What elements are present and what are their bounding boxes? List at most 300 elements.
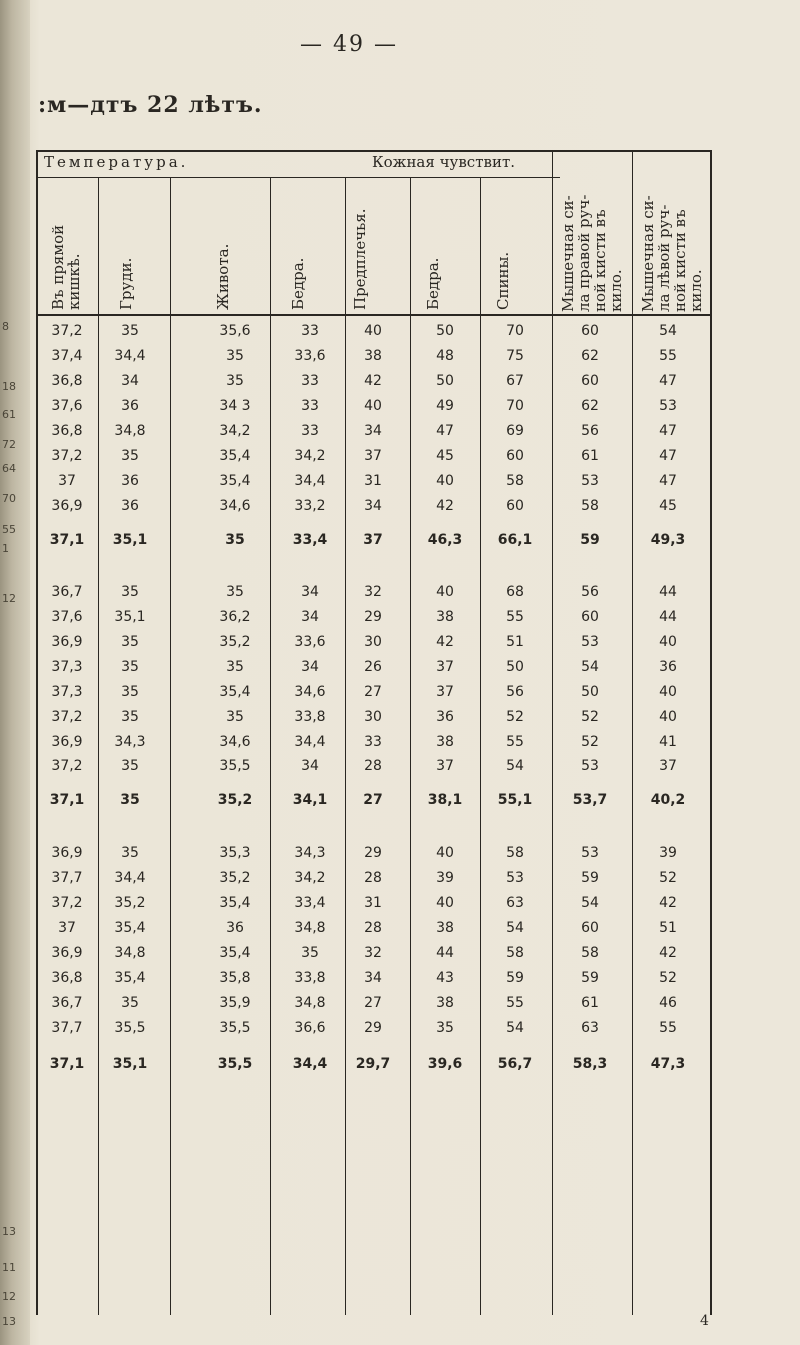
table-cell: 36 [659, 659, 677, 675]
table-cell: 34,2 [294, 448, 326, 464]
table-cell: 37 [363, 532, 383, 548]
table-cell: 54 [581, 895, 599, 911]
table-row [36, 970, 710, 992]
average-row [36, 532, 710, 554]
table-row [36, 348, 710, 370]
table-row [36, 323, 710, 345]
table-cell: 63 [506, 895, 524, 911]
table-row [36, 870, 710, 892]
table-cell: 35,2 [219, 870, 251, 886]
table-cell: 34,2 [219, 423, 251, 439]
table-cell: 59 [581, 970, 599, 986]
table-cell: 50 [506, 659, 524, 675]
table-cell: 34 [301, 609, 319, 625]
table-cell: 54 [506, 758, 524, 774]
table-row [36, 609, 710, 631]
page-number: — 49 — [300, 32, 398, 57]
table-cell: 29,7 [355, 1056, 391, 1072]
margin-number: 8 [2, 320, 9, 333]
column-header-2: Груди. [117, 257, 135, 310]
table-cell: 60 [581, 920, 599, 936]
table-cell: 47 [659, 373, 677, 389]
table-cell: 32 [364, 584, 382, 600]
table-row [36, 473, 710, 495]
column-header-8: Мышечная си- ла правой руч- ной кисти въ кило. [559, 194, 625, 312]
margin-number: 12 [2, 592, 16, 605]
table-cell: 34 [364, 498, 382, 514]
table-cell: 36 [121, 498, 139, 514]
table-cell: 37 [436, 684, 454, 700]
table-cell: 36,9 [51, 845, 83, 861]
table-cell: 38 [436, 995, 454, 1011]
table-cell: 35 [121, 684, 139, 700]
table-cell: 36,7 [51, 995, 83, 1011]
table-cell: 28 [364, 920, 382, 936]
table-cell: 35 [121, 659, 139, 675]
table-cell: 35,4 [114, 920, 146, 936]
table-cell: 35,2 [114, 895, 146, 911]
table-cell: 58 [581, 945, 599, 961]
table-cell: 29 [364, 609, 382, 625]
table-cell: 68 [506, 584, 524, 600]
table-cell: 37,2 [51, 323, 83, 339]
table-cell: 34 [364, 970, 382, 986]
column-header-9: Мышечная си- ла лѣвой руч- ной кисти въ кило. [639, 195, 705, 312]
table-cell: 40 [436, 895, 454, 911]
table-cell: 35 [121, 634, 139, 650]
table-cell: 34,8 [114, 423, 146, 439]
table-cell: 36,2 [219, 609, 251, 625]
table-cell: 45 [659, 498, 677, 514]
column-header-6: Бедра. [424, 257, 442, 310]
table-cell: 53 [581, 473, 599, 489]
table-row [36, 684, 710, 706]
table-cell: 47 [659, 448, 677, 464]
table-cell: 54 [506, 1020, 524, 1036]
table-cell: 40 [659, 709, 677, 725]
table-cell: 51 [659, 920, 677, 936]
table-cell: 46,3 [427, 532, 463, 548]
table-cell: 35,5 [219, 758, 251, 774]
table-cell: 36 [121, 473, 139, 489]
table-cell: 35,1 [112, 1056, 148, 1072]
table-cell: 35,4 [219, 684, 251, 700]
table-cell: 52 [581, 734, 599, 750]
average-row [36, 792, 710, 814]
table-row [36, 584, 710, 606]
table-cell: 33,8 [294, 709, 326, 725]
table-row [36, 845, 710, 867]
table-cell: 59 [580, 532, 600, 548]
table-cell: 47 [659, 423, 677, 439]
table-cell: 32 [364, 945, 382, 961]
table-cell: 38 [436, 734, 454, 750]
footer-mark: 4 [700, 1313, 709, 1329]
table-cell: 55 [506, 734, 524, 750]
table-cell: 35 [121, 323, 139, 339]
table-cell: 35,5 [219, 1020, 251, 1036]
table-cell: 60 [581, 323, 599, 339]
table-cell: 39,6 [427, 1056, 463, 1072]
table-row [36, 398, 710, 420]
group-rule [36, 177, 560, 178]
table-cell: 41 [659, 734, 677, 750]
table-cell: 34,8 [294, 920, 326, 936]
table-cell: 34,6 [219, 734, 251, 750]
table-cell: 42 [659, 895, 677, 911]
table-cell: 46 [659, 995, 677, 1011]
table-cell: 59 [506, 970, 524, 986]
table-cell: 50 [436, 323, 454, 339]
table-cell: 42 [436, 634, 454, 650]
table-cell: 47 [659, 473, 677, 489]
table-cell: 69 [506, 423, 524, 439]
table-cell: 34 [301, 758, 319, 774]
margin-number: 13 [2, 1315, 16, 1328]
table-cell: 33 [301, 398, 319, 414]
table-cell: 53 [581, 634, 599, 650]
table-cell: 27 [364, 995, 382, 1011]
book-spine [0, 0, 30, 1345]
table-cell: 34,4 [294, 473, 326, 489]
table-cell: 35 [226, 348, 244, 364]
table-row [36, 634, 710, 656]
table-cell: 50 [581, 684, 599, 700]
table-cell: 61 [581, 448, 599, 464]
table-cell: 58,3 [572, 1056, 608, 1072]
table-row [36, 920, 710, 942]
table-cell: 37,2 [51, 758, 83, 774]
table-cell: 56 [506, 684, 524, 700]
table-cell: 36,9 [51, 634, 83, 650]
table-cell: 58 [506, 945, 524, 961]
table-cell: 40 [436, 845, 454, 861]
table-cell: 37 [436, 758, 454, 774]
table-cell: 34,6 [294, 684, 326, 700]
table-cell: 37 [436, 659, 454, 675]
table-cell: 35 [436, 1020, 454, 1036]
table-cell: 26 [364, 659, 382, 675]
table-cell: 54 [581, 659, 599, 675]
table-cell: 35 [121, 448, 139, 464]
margin-number: 18 [2, 380, 16, 393]
table-cell: 35 [226, 709, 244, 725]
table-cell: 58 [506, 845, 524, 861]
table-cell: 66,1 [497, 532, 533, 548]
table-cell: 51 [506, 634, 524, 650]
table-cell: 61 [581, 995, 599, 1011]
table-cell: 40 [364, 398, 382, 414]
table-cell: 50 [436, 373, 454, 389]
table-cell: 55 [659, 348, 677, 364]
table-cell: 35,1 [112, 532, 148, 548]
table-cell: 37,1 [49, 1056, 85, 1072]
table-row [36, 373, 710, 395]
margin-number: 13 [2, 1225, 16, 1238]
table-cell: 27 [363, 792, 383, 808]
table-cell: 40 [659, 684, 677, 700]
table-cell: 37 [364, 448, 382, 464]
table-cell: 34,3 [114, 734, 146, 750]
table-cell: 49 [436, 398, 454, 414]
margin-number: 55 [2, 523, 16, 536]
table-cell: 47 [436, 423, 454, 439]
table-cell: 44 [659, 609, 677, 625]
table-cell: 60 [581, 609, 599, 625]
table-cell: 55 [659, 1020, 677, 1036]
table-cell: 55 [506, 609, 524, 625]
table-cell: 30 [364, 709, 382, 725]
table-cell: 29 [364, 845, 382, 861]
table-cell: 33,8 [294, 970, 326, 986]
table-row [36, 758, 710, 780]
table-cell: 38,1 [427, 792, 463, 808]
table-cell: 33 [301, 373, 319, 389]
table-cell: 35,5 [114, 1020, 146, 1036]
table-cell: 42 [364, 373, 382, 389]
margin-number: 11 [2, 1261, 16, 1274]
table-cell: 27 [364, 684, 382, 700]
table-cell: 34,3 [294, 845, 326, 861]
table-row [36, 734, 710, 756]
table-cell: 37,2 [51, 895, 83, 911]
table-cell: 60 [506, 448, 524, 464]
table-cell: 35 [121, 709, 139, 725]
table-cell: 35 [121, 845, 139, 861]
column-header-4: Бедра. [289, 257, 307, 310]
table-cell: 36,8 [51, 970, 83, 986]
table-cell: 36,7 [51, 584, 83, 600]
table-cell: 43 [436, 970, 454, 986]
table-cell: 56 [581, 423, 599, 439]
table-cell: 38 [364, 348, 382, 364]
table-row [36, 995, 710, 1017]
table-cell: 70 [506, 398, 524, 414]
header-bottom-rule [36, 314, 710, 316]
table-row [36, 659, 710, 681]
table-cell: 53 [581, 845, 599, 861]
table-cell: 42 [436, 498, 454, 514]
group-temperature: Температура. [44, 153, 189, 171]
table-cell: 34 [121, 373, 139, 389]
table-cell: 37,2 [51, 448, 83, 464]
table-cell: 35,6 [219, 323, 251, 339]
table-row [36, 945, 710, 967]
table-cell: 34,8 [114, 945, 146, 961]
table-cell: 36,8 [51, 423, 83, 439]
table-row [36, 448, 710, 470]
table-row [36, 423, 710, 445]
table-cell: 37,7 [51, 870, 83, 886]
table-cell: 35 [226, 373, 244, 389]
table-cell: 47,3 [650, 1056, 686, 1072]
table-cell: 34 3 [219, 398, 251, 414]
table-cell: 30 [364, 634, 382, 650]
table-row [36, 1020, 710, 1042]
table-cell: 35,9 [219, 995, 251, 1011]
table-cell: 37,6 [51, 398, 83, 414]
table-cell: 35,4 [219, 945, 251, 961]
table-cell: 35,4 [219, 473, 251, 489]
table-cell: 34 [301, 584, 319, 600]
table-cell: 58 [506, 473, 524, 489]
table-cell: 36,6 [294, 1020, 326, 1036]
table-cell: 33,6 [294, 348, 326, 364]
margin-number: 70 [2, 492, 16, 505]
table-cell: 33,2 [294, 498, 326, 514]
table-cell: 37,2 [51, 709, 83, 725]
group-skin-sensitivity: Кожная чувствит. [372, 153, 516, 171]
table-cell: 53 [506, 870, 524, 886]
table-cell: 35,2 [219, 634, 251, 650]
table-cell: 45 [436, 448, 454, 464]
table-cell: 33,6 [294, 634, 326, 650]
table-row [36, 709, 710, 731]
table-cell: 35 [120, 792, 140, 808]
table-cell: 31 [364, 895, 382, 911]
margin-number: 72 [2, 438, 16, 451]
table-cell: 52 [506, 709, 524, 725]
column-header-7: Спины. [494, 251, 512, 310]
column-header-5: Предплечья. [351, 208, 369, 310]
table-cell: 36 [436, 709, 454, 725]
table-cell: 54 [659, 323, 677, 339]
table-cell: 36,8 [51, 373, 83, 389]
table-cell: 33,4 [294, 895, 326, 911]
table-cell: 37,3 [51, 684, 83, 700]
table-cell: 56 [581, 584, 599, 600]
column-header-3: Живота. [214, 243, 232, 310]
table-cell: 34,6 [219, 498, 251, 514]
table-row [36, 498, 710, 520]
table-cell: 67 [506, 373, 524, 389]
table-cell: 33 [364, 734, 382, 750]
table-cell: 35,3 [219, 845, 251, 861]
table-cell: 34,4 [294, 734, 326, 750]
table-cell: 55,1 [497, 792, 533, 808]
table-cell: 40 [436, 584, 454, 600]
table-cell: 28 [364, 758, 382, 774]
table-cell: 28 [364, 870, 382, 886]
table-cell: 29 [364, 1020, 382, 1036]
table-cell: 34,1 [292, 792, 328, 808]
table-cell: 59 [581, 870, 599, 886]
table-cell: 36,9 [51, 945, 83, 961]
table-cell: 38 [436, 920, 454, 936]
table-cell: 39 [436, 870, 454, 886]
table-cell: 35 [121, 758, 139, 774]
table-cell: 52 [659, 870, 677, 886]
table-cell: 37 [58, 920, 76, 936]
table-cell: 37,6 [51, 609, 83, 625]
table-cell: 52 [581, 709, 599, 725]
table-cell: 34 [301, 659, 319, 675]
table-cell: 62 [581, 398, 599, 414]
table-cell: 75 [506, 348, 524, 364]
column-rule [710, 150, 712, 1315]
table-cell: 35 [301, 945, 319, 961]
margin-number: 12 [2, 1290, 16, 1303]
table-cell: 34,8 [294, 995, 326, 1011]
table-cell: 37 [659, 758, 677, 774]
table-cell: 35,4 [219, 448, 251, 464]
page-heading: :м—дтъ 22 лѣтъ. [38, 92, 263, 118]
table-row [36, 895, 710, 917]
table-cell: 40 [436, 473, 454, 489]
table-cell: 38 [436, 609, 454, 625]
table-cell: 35 [121, 584, 139, 600]
table-cell: 40 [659, 634, 677, 650]
margin-number: 64 [2, 462, 16, 475]
table-cell: 31 [364, 473, 382, 489]
table-cell: 35,2 [217, 792, 253, 808]
table-cell: 34,4 [114, 348, 146, 364]
table-cell: 40,2 [650, 792, 686, 808]
table-cell: 35 [226, 659, 244, 675]
table-cell: 60 [506, 498, 524, 514]
table-cell: 62 [581, 348, 599, 364]
table-cell: 39 [659, 845, 677, 861]
table-cell: 44 [436, 945, 454, 961]
table-cell: 35,4 [114, 970, 146, 986]
table-cell: 55 [506, 995, 524, 1011]
table-cell: 34,4 [114, 870, 146, 886]
table-cell: 42 [659, 945, 677, 961]
table-cell: 54 [506, 920, 524, 936]
table-cell: 37,3 [51, 659, 83, 675]
average-row [36, 1056, 710, 1078]
table-cell: 36,9 [51, 498, 83, 514]
table-cell: 34 [364, 423, 382, 439]
table-cell: 35 [121, 995, 139, 1011]
table-cell: 33,4 [292, 532, 328, 548]
table-cell: 35 [226, 584, 244, 600]
column-header-1: Въ прямой кишкѣ. [49, 224, 83, 310]
table-cell: 37,1 [49, 792, 85, 808]
table-cell: 40 [364, 323, 382, 339]
table-cell: 37 [58, 473, 76, 489]
table-cell: 44 [659, 584, 677, 600]
table-cell: 37,7 [51, 1020, 83, 1036]
table-cell: 35,5 [217, 1056, 253, 1072]
table-cell: 37,4 [51, 348, 83, 364]
table-cell: 53 [581, 758, 599, 774]
table-cell: 52 [659, 970, 677, 986]
table-cell: 35,4 [219, 895, 251, 911]
table-cell: 36 [121, 398, 139, 414]
table-cell: 48 [436, 348, 454, 364]
table-cell: 56,7 [497, 1056, 533, 1072]
table-cell: 35,8 [219, 970, 251, 986]
table-cell: 58 [581, 498, 599, 514]
table-cell: 53 [659, 398, 677, 414]
table-cell: 63 [581, 1020, 599, 1036]
table-cell: 53,7 [572, 792, 608, 808]
table-cell: 36 [226, 920, 244, 936]
table-cell: 70 [506, 323, 524, 339]
table-cell: 37,1 [49, 532, 85, 548]
margin-number: 1 [2, 542, 9, 555]
table-cell: 35 [225, 532, 245, 548]
table-cell: 33 [301, 323, 319, 339]
table-cell: 36,9 [51, 734, 83, 750]
table-cell: 35,1 [114, 609, 146, 625]
table-cell: 49,3 [650, 532, 686, 548]
table-cell: 34,2 [294, 870, 326, 886]
table-cell: 60 [581, 373, 599, 389]
margin-number: 61 [2, 408, 16, 421]
table-cell: 34,4 [292, 1056, 328, 1072]
